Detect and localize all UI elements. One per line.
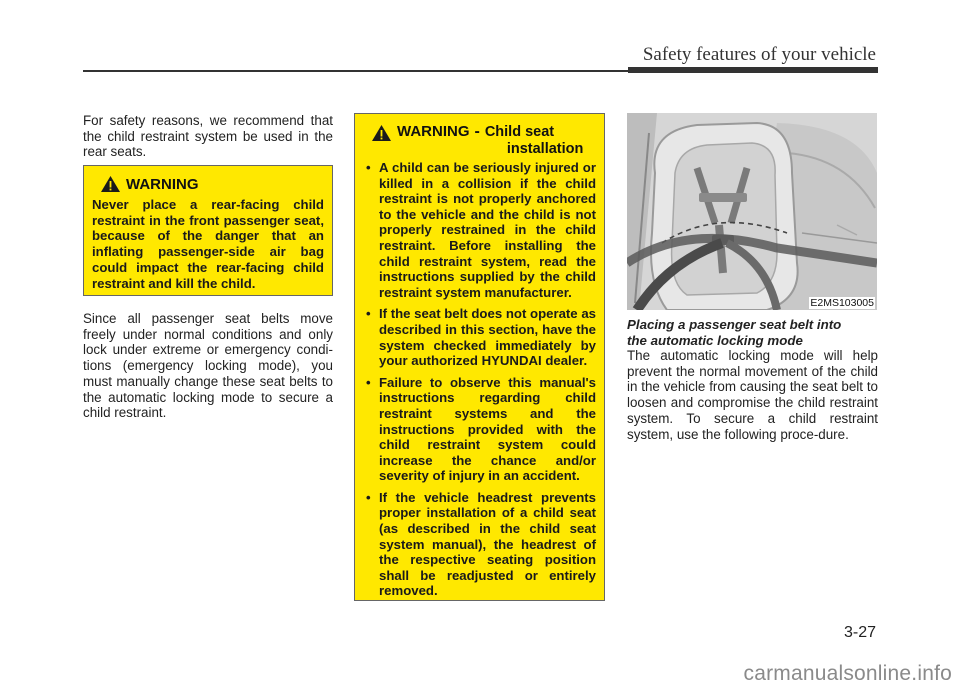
child-seat-warning-box bbox=[354, 113, 605, 601]
warning-triangle-icon bbox=[100, 175, 121, 193]
intro-paragraph: For safety reasons, we recommend that the child restraint system be used in the rear seats. bbox=[83, 113, 333, 160]
list-item: • A child can be seriously injured or killed in a collision if the child restraint is not properly anchored to the vehicle and the child is not properly restrained in the child restraint. Before installing the child restraint system, read the instructions supplied by the child restraint system manufacturer. bbox=[363, 160, 596, 300]
section-title: Safety features of your vehicle bbox=[642, 44, 876, 65]
watermark-text: carmanualsonline.info bbox=[743, 662, 952, 685]
front-seat-warning-box bbox=[83, 165, 333, 296]
warning-title-dash: - bbox=[474, 123, 480, 140]
list-item: • If the vehicle headrest prevents proper installation of a child seat (as described in the child seat system manual), the headrest of the respective seating position shall be readjusted or entirely removed. bbox=[363, 490, 596, 599]
warning-subtitle: Child seat installation bbox=[484, 124, 584, 157]
automatic-locking-paragraph: The automatic locking mode will help prevent the normal movement of the child in the vehicle from causing the seat belt to loosen and compromise the child restraint system. To secure a child restraint system, use the following proce-dure. bbox=[627, 348, 878, 442]
warning-heading bbox=[100, 175, 324, 197]
image-code: E2MS103005 bbox=[810, 297, 874, 309]
image-caption: Placing a passenger seat belt into the automatic locking mode bbox=[627, 317, 842, 348]
warning-title: WARNING bbox=[126, 176, 199, 193]
child-seat-image bbox=[627, 113, 877, 310]
warning-title: WARNING bbox=[397, 123, 470, 140]
warning-text: Never place a rear-facing child restraint in the front passenger seat, because of the danger that an inflating passenger-side air bag could impact the rear-facing child restraint and kill the child. bbox=[92, 197, 324, 291]
warning-heading bbox=[371, 122, 596, 160]
child-seat-illustration bbox=[627, 113, 877, 310]
list-item: • If the seat belt does not operate as described in this section, have the system checked immediately by your authorized HYUNDAI dealer. bbox=[363, 306, 596, 368]
list-item: • Failure to observe this manual's instructions regarding child restraint systems and the instructions provided with the child restraint system could increase the chance and/or severity of injury in an accident. bbox=[363, 375, 596, 484]
warning-bullet-list bbox=[363, 160, 596, 599]
warning-triangle-icon bbox=[371, 124, 392, 142]
page-number: 3-27 bbox=[843, 624, 876, 641]
header-rule-accent bbox=[628, 67, 878, 73]
locking-mode-paragraph: Since all passenger seat belts move freely under normal conditions and only lock under extreme or emergency condi-tions (emergency locking mode), you must manually change these seat belts to the automatic locking mode to secure a child restraint. bbox=[83, 311, 333, 421]
